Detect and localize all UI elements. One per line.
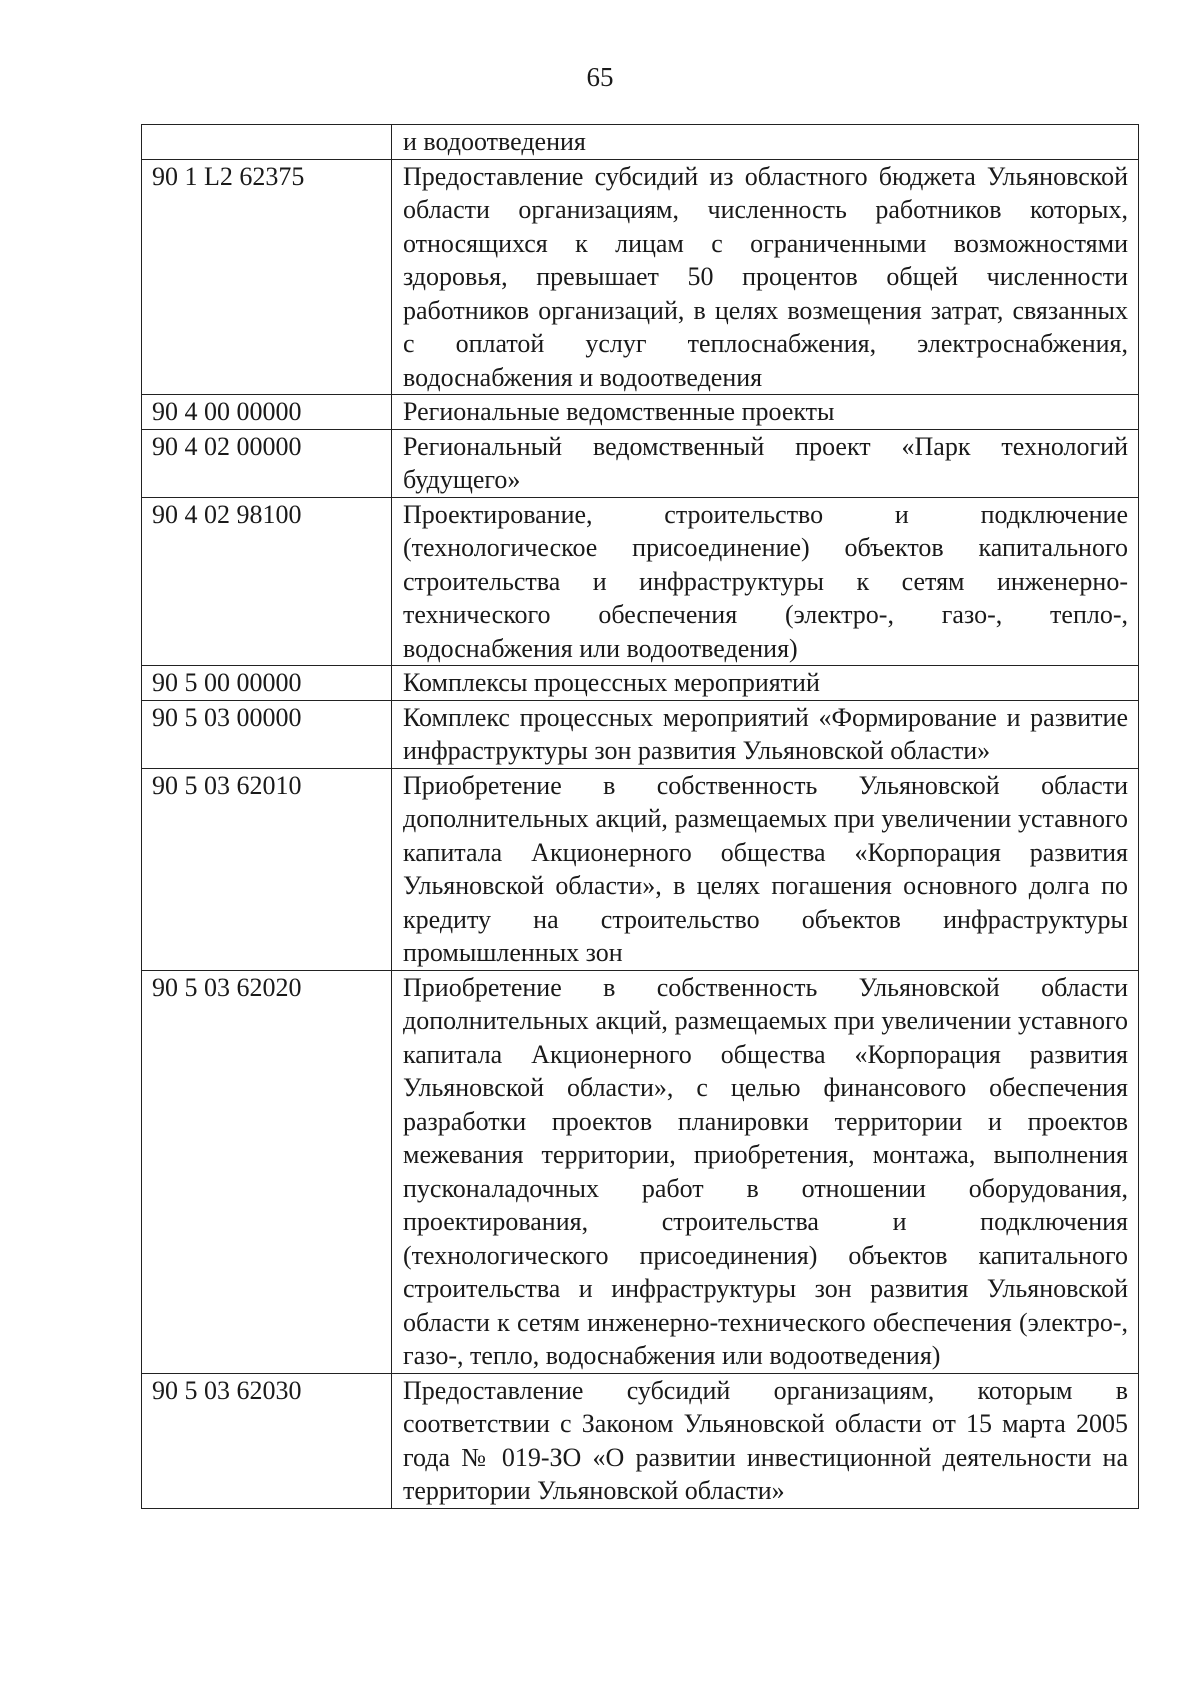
page-number: 65 (586, 62, 614, 92)
table-row (142, 700, 1139, 768)
row-description: Комплекс процессных мероприятий «Формирование и развитие инфраструктуры зон развития Ульяновской области» (392, 700, 1139, 768)
table-row (142, 768, 1139, 970)
table-row (142, 429, 1139, 497)
row-code: 90 5 03 62010 (142, 768, 392, 970)
row-description: и водоотведения (392, 125, 1139, 160)
row-description: Предоставление субсидий из областного бюджета Ульяновской области организациям, численность работников которых, относящихся к лицам с ограниченными возможностями здоровья, превышает 50 процентов общей численности работников организаций, в целях возмещения затрат, связанных с оплатой услуг теплоснабжения, электроснабжения, водоснабжения и водоотведения (392, 159, 1139, 395)
row-code: 90 4 00 00000 (142, 395, 392, 430)
budget-classification-table (141, 124, 1139, 1509)
row-description: Региональный ведомственный проект «Парк технологий будущего» (392, 429, 1139, 497)
row-description: Комплексы процессных мероприятий (392, 666, 1139, 701)
table-row (142, 159, 1139, 395)
row-code: 90 5 00 00000 (142, 666, 392, 701)
row-code: 90 1 L2 62375 (142, 159, 392, 395)
row-code: 90 5 03 62030 (142, 1373, 392, 1508)
table-row (142, 497, 1139, 666)
row-code: 90 4 02 00000 (142, 429, 392, 497)
row-description: Приобретение в собственность Ульяновской области дополнительных акций, размещаемых при увеличении уставного капитала Акционерного общества «Корпорация развития Ульяновской области», в целях погашения основного долга по кредиту на строительство объектов инфраструктуры промышленных зон (392, 768, 1139, 970)
row-code: 90 4 02 98100 (142, 497, 392, 666)
table-row (142, 125, 1139, 160)
row-description: Проектирование, строительство и подключение (технологическое присоединение) объектов капитального строительства и инфраструктуры к сетям инженерно-технического обеспечения (электро-, газо-, тепло-, водоснабжения или водоотведения) (392, 497, 1139, 666)
row-description: Региональные ведомственные проекты (392, 395, 1139, 430)
row-code: 90 5 03 00000 (142, 700, 392, 768)
table-row (142, 395, 1139, 430)
row-code: 90 5 03 62020 (142, 970, 392, 1373)
row-description: Предоставление субсидий организациям, которым в соответствии с Законом Ульяновской области от 15 марта 2005 года № 019-ЗО «О развитии инвестиционной деятельности на территории Ульяновской области» (392, 1373, 1139, 1508)
table-row (142, 1373, 1139, 1508)
table-row (142, 970, 1139, 1373)
row-description: Приобретение в собственность Ульяновской области дополнительных акций, размещаемых при увеличении уставного капитала Акционерного общества «Корпорация развития Ульяновской области», с целью финансового обеспечения разработки проектов планировки территории и проектов межевания территории, приобретения, монтажа, выполнения пусконаладочных работ в отношении оборудования, проектирования, строительства и подключения (технологического присоединения) объектов капитального строительства и инфраструктуры зон развития Ульяновской области к сетям инженерно-технического обеспечения (электро-, газо-, тепло, водоснабжения или водоотведения) (392, 970, 1139, 1373)
row-code (142, 125, 392, 160)
table-row (142, 666, 1139, 701)
